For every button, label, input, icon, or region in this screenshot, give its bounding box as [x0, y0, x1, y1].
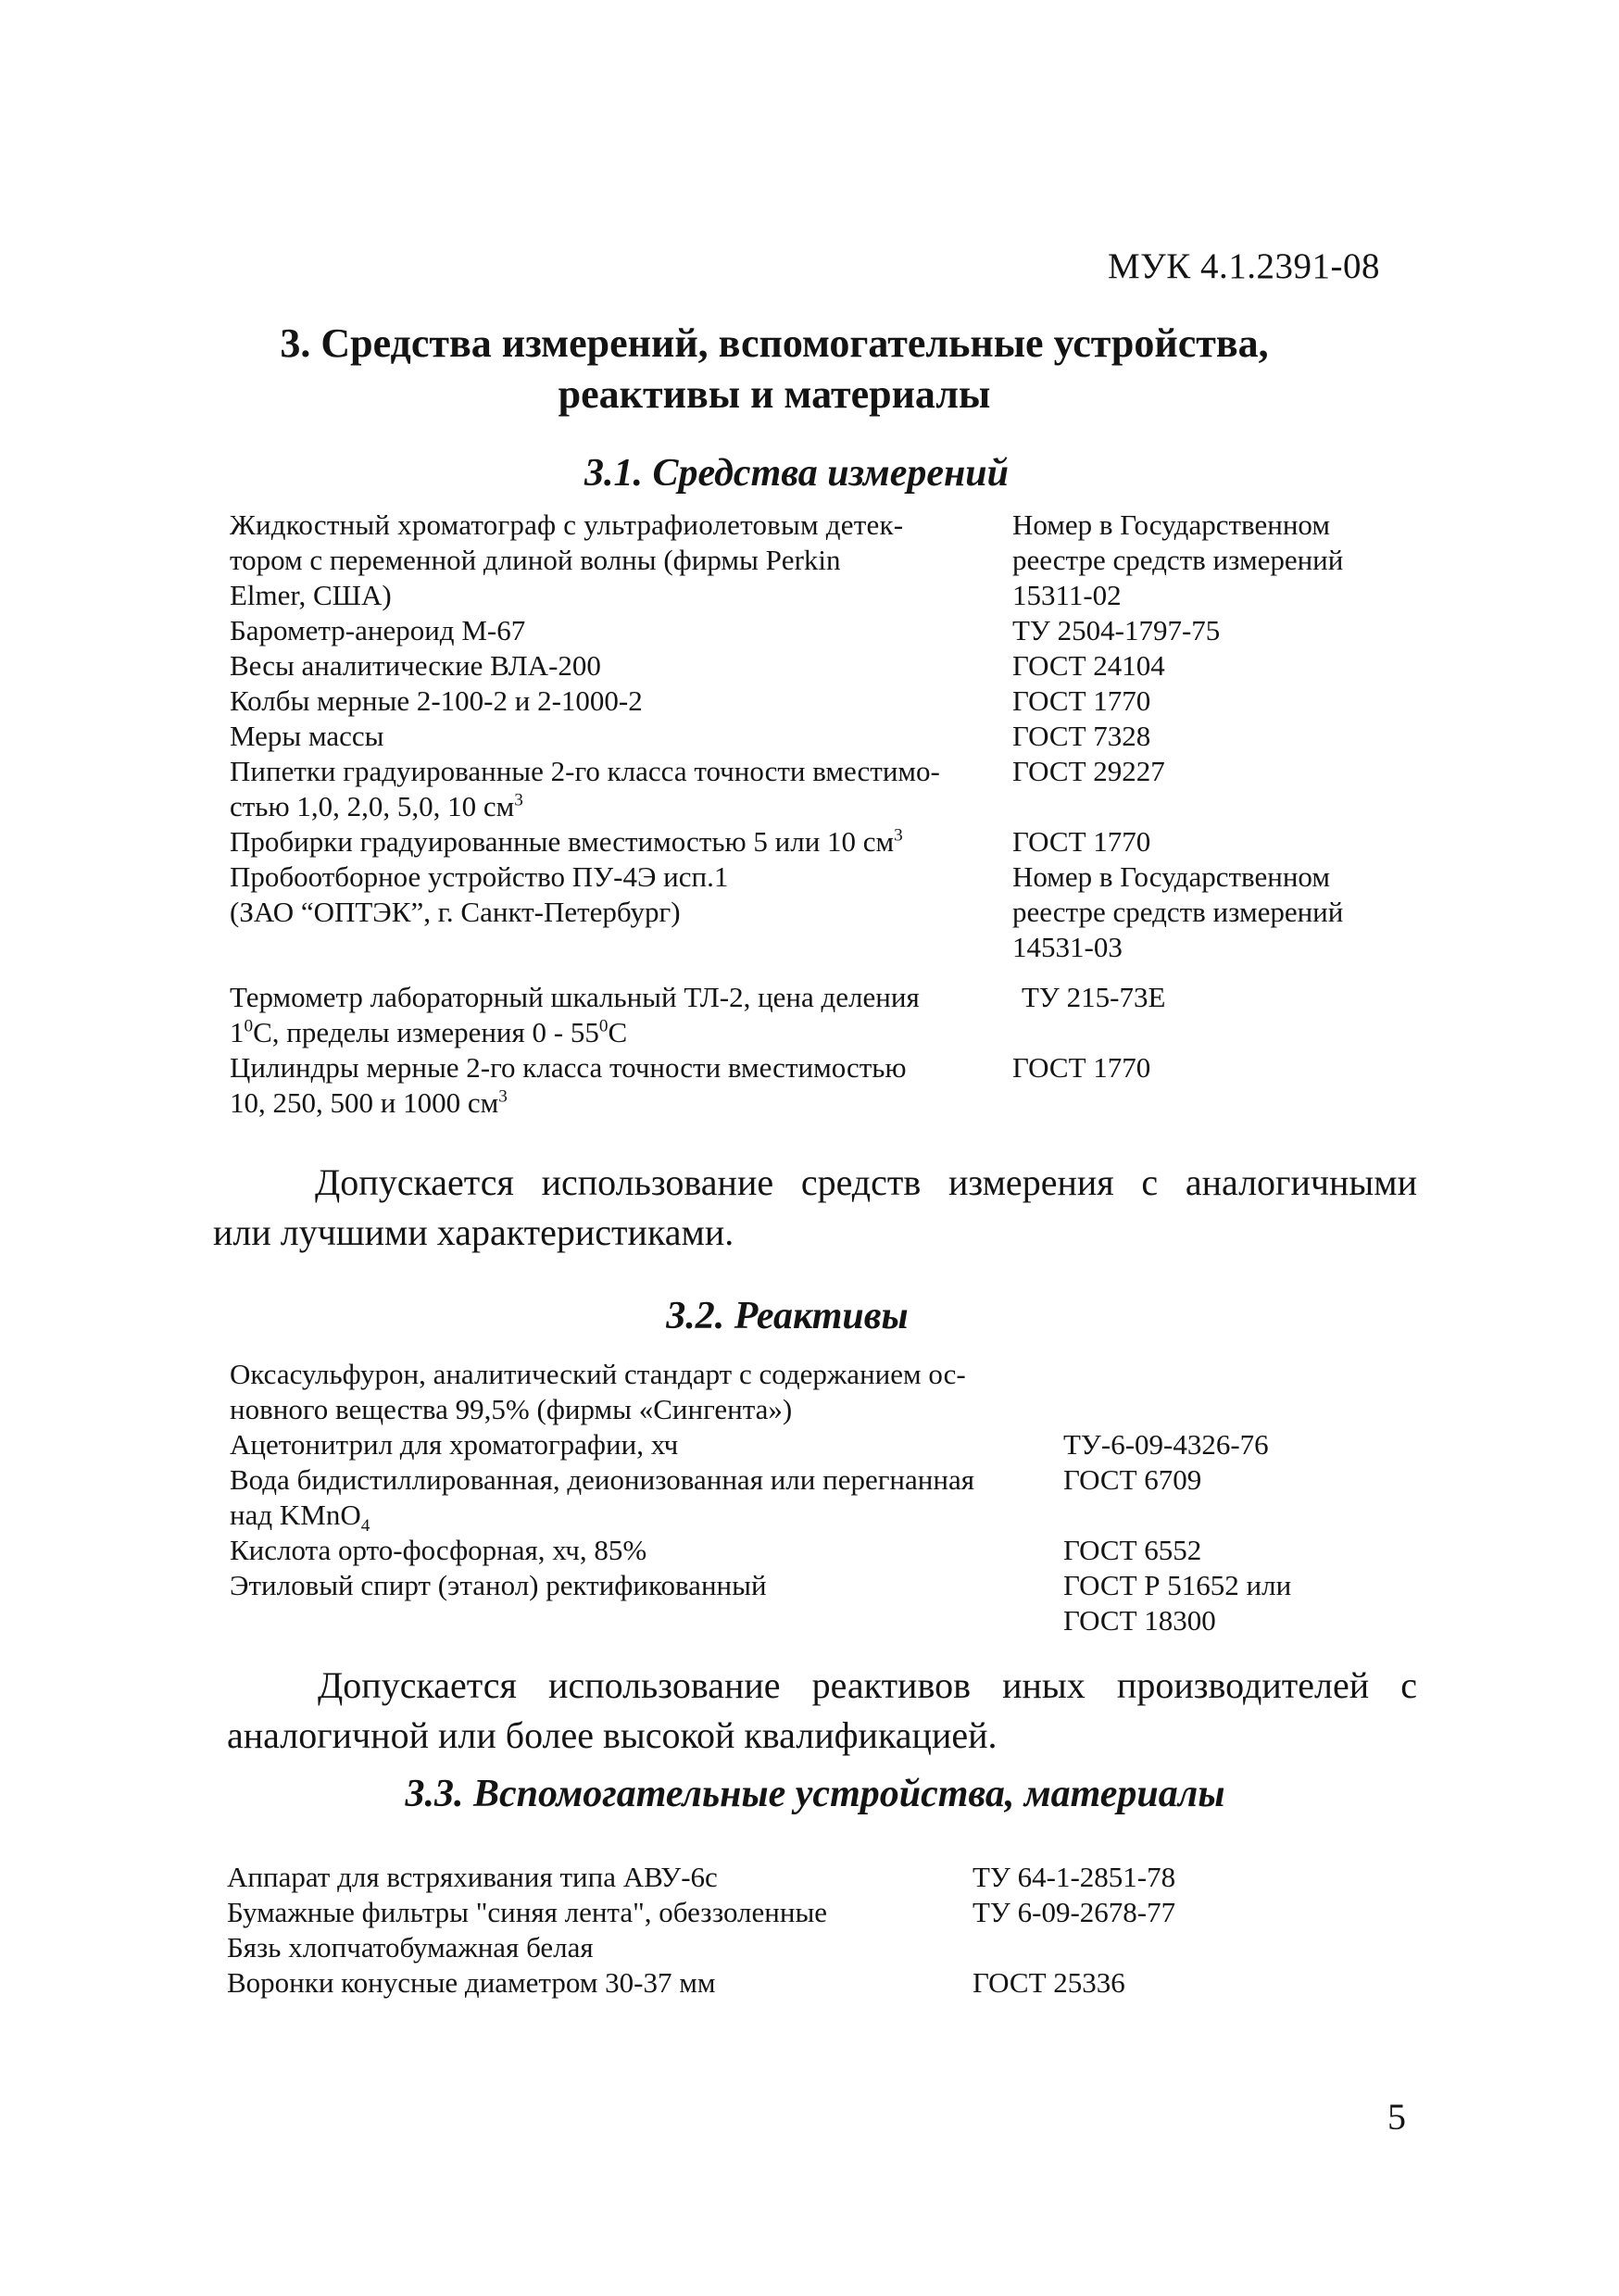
row-text: 10, 250, 500 и 1000 см — [230, 1086, 499, 1119]
row-standard: ГОСТ 7328 — [1012, 720, 1151, 752]
table-row — [227, 1965, 1412, 2001]
row-standard-cont: реестре средств измерений — [1012, 544, 1344, 576]
row-item-name: Аппарат для встряхивания типа АВУ-6с — [227, 1861, 718, 1893]
measuring-instruments-table — [230, 508, 1415, 1121]
row-item-name: Весы аналитические ВЛА-200 — [230, 649, 601, 682]
row-item-name: Оксасульфурон, аналитический стандарт с содержанием ос- — [230, 1358, 966, 1390]
table-row — [230, 754, 1415, 824]
note-line: аналогичной или более высокой квалификацией. — [227, 1714, 998, 1756]
table-row — [230, 1462, 1415, 1537]
section-title — [219, 318, 1330, 420]
note-line: или лучшими характеристиками. — [213, 1211, 734, 1253]
table-row — [230, 648, 1415, 684]
row-standard: ГОСТ 1770 — [1012, 684, 1151, 717]
row-item-name: Пробоотборное устройство ПУ-4Э исп.1 — [230, 860, 729, 893]
table-row — [230, 824, 1415, 859]
row-item-name-cont — [230, 1498, 1063, 1537]
row-item-name: Меры массы — [230, 720, 384, 752]
row-item-name: Кислота орто-фосфорная, хч, 85% — [230, 1534, 647, 1566]
row-standard: ГОСТ 6709 — [1063, 1463, 1202, 1496]
row-standard: Номер в Государственном — [1012, 508, 1330, 541]
row-item-name: Колбы мерные 2-100-2 и 2-1000-2 — [230, 684, 643, 717]
table-row — [230, 1357, 1415, 1427]
note-paragraph-3-1 — [213, 1158, 1417, 1258]
row-item-name: Бязь хлопчатобумажная белая — [227, 1931, 594, 1964]
auxiliary-devices-table — [227, 1860, 1412, 2001]
table-row — [230, 1050, 1415, 1121]
row-item-name-cont: тором с переменной длиной волны (фирмы Perkin — [230, 544, 841, 576]
row-item-name-cont: (ЗАО “ОПТЭК”, г. Санкт-Петербург) — [230, 896, 681, 928]
row-item-name-cont: Elmer, США) — [230, 579, 392, 611]
table-row — [230, 508, 1415, 613]
row-text: 1 — [230, 1016, 245, 1048]
row-standard-cont: 15311-02 — [1012, 579, 1122, 611]
page-number: 5 — [1387, 2096, 1406, 2138]
row-standard: ГОСТ 25336 — [973, 1966, 1125, 1999]
row-item-name-cont: новного вещества 99,5% (фирмы «Сингента») — [230, 1393, 793, 1425]
row-standard-cont: реестре средств измерений — [1012, 896, 1344, 928]
row-item-name-cont — [230, 1085, 1012, 1121]
row-standard: ГОСТ 6552 — [1063, 1534, 1202, 1566]
subsection-heading-3-2: 3.2. Реактивы — [666, 1295, 909, 1337]
row-item-name: Пробирки градуированные вместимостью 5 или 10 см — [230, 825, 895, 858]
row-item-name: Бумажные фильтры "синяя лента", обеззоленные — [227, 1896, 828, 1928]
row-standard: ГОСТ 1770 — [1012, 1051, 1151, 1084]
table-row — [230, 1533, 1415, 1568]
section-title-line-1: 3. Средства измерений, вспомогательные устройства, — [280, 320, 1269, 366]
row-standard: ТУ 2504-1797-75 — [1012, 614, 1221, 646]
degree-sign: 0 — [598, 1016, 609, 1036]
row-text: С, пределы измерения 0 - 55 — [253, 1016, 599, 1048]
row-item-name: Термометр лабораторный шкальный ТЛ-2, цена деления — [230, 981, 920, 1013]
row-text: стью 1,0, 2,0, 5,0, 10 см — [230, 790, 515, 822]
table-row — [227, 1895, 1412, 1930]
table-row — [230, 1427, 1415, 1462]
row-text: С — [608, 1016, 628, 1048]
note-line: Допускается использование реактивов иных производителей с — [318, 1664, 1417, 1706]
table-row — [230, 1568, 1415, 1638]
row-item-name: Пипетки градуированные 2-го класса точности вместимо- — [230, 755, 940, 787]
table-row — [227, 1930, 1412, 1965]
row-standard: ГОСТ 24104 — [1012, 649, 1165, 682]
superscript: 3 — [894, 825, 903, 846]
row-standard: ТУ 64-1-2851-78 — [973, 1861, 1176, 1893]
note-paragraph-3-2 — [227, 1661, 1417, 1761]
degree-sign: 0 — [244, 1016, 254, 1036]
table-row — [230, 684, 1415, 719]
row-item-name: Жидкостный хроматограф с ультрафиолетовым детек- — [230, 508, 904, 541]
row-item-name: Вода бидистиллированная, деионизованная или перегнанная — [230, 1463, 974, 1496]
subsection-heading-3-1: 3.1. Средства измерений — [584, 452, 1010, 495]
note-line: Допускается использование средств измерения с аналогичными — [315, 1161, 1417, 1203]
row-standard: ТУ 6-09-2678-77 — [973, 1896, 1176, 1928]
table-row — [230, 859, 1415, 965]
row-standard: ГОСТ 29227 — [1012, 755, 1165, 787]
row-standard-cont: 14531-03 — [1012, 931, 1123, 963]
table-row — [230, 613, 1415, 648]
superscript: 3 — [498, 1086, 508, 1107]
superscript: 3 — [514, 790, 523, 810]
row-item-name: Воронки конусные диаметром 30-37 мм — [227, 1966, 716, 1999]
row-standard: ГОСТ 1770 — [1012, 825, 1151, 858]
table-row — [230, 980, 1415, 1050]
table-row — [227, 1860, 1412, 1895]
row-standard: ТУ-6-09-4326-76 — [1063, 1428, 1269, 1461]
row-standard: Номер в Государственном — [1012, 860, 1330, 893]
subscript: 4 — [360, 1516, 370, 1537]
row-item-name-cont — [230, 1015, 1022, 1050]
table-row — [230, 719, 1415, 754]
subsection-heading-3-3: 3.3. Вспомогательные устройства, материалы — [405, 1773, 1225, 1815]
row-item-name-cont — [230, 789, 1012, 824]
row-standard: ТУ 215-73Е — [1022, 981, 1166, 1013]
reagents-table — [230, 1357, 1415, 1638]
row-standard-cont: ГОСТ 18300 — [1063, 1604, 1216, 1637]
row-item-name: Барометр-анероид М-67 — [230, 614, 526, 646]
row-item-name: Ацетонитрил для хроматографии, хч — [230, 1428, 679, 1461]
row-item-name: Этиловый спирт (этанол) ректификованный — [230, 1569, 767, 1601]
section-title-line-2: реактивы и материалы — [558, 371, 991, 417]
row-standard: ГОСТ Р 51652 или — [1063, 1569, 1292, 1601]
row-text: над KMnO — [230, 1499, 361, 1531]
row-item-name: Цилиндры мерные 2-го класса точности вместимостью — [230, 1051, 907, 1084]
document-code: МУК 4.1.2391-08 — [1107, 246, 1380, 286]
